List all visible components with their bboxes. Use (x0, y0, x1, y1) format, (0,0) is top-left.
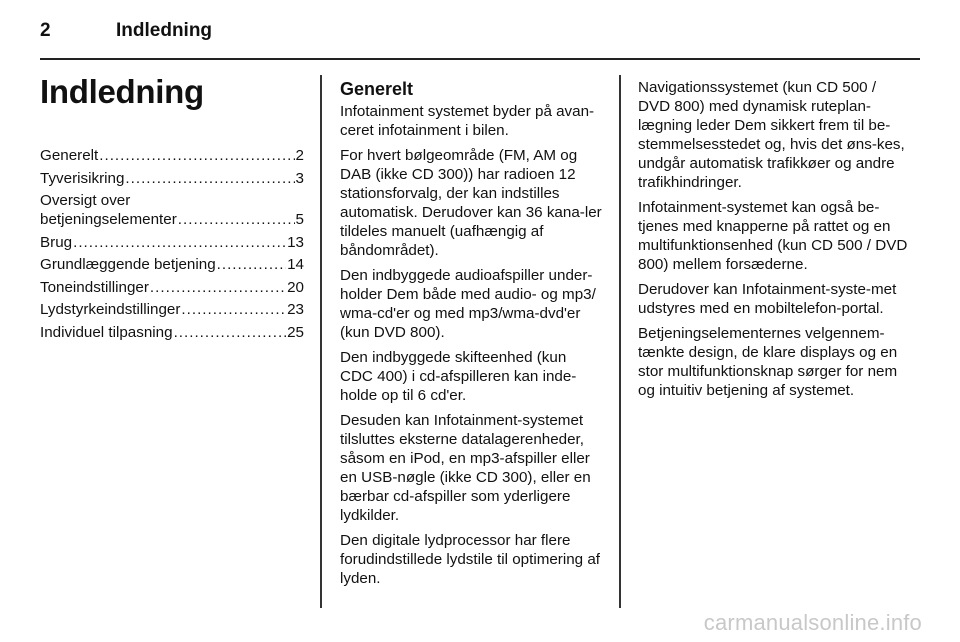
header-rule (40, 58, 920, 60)
toc-entry-tyverisikring[interactable] (40, 169, 304, 188)
toc-page: 25 (287, 323, 304, 341)
body-column-3 (638, 78, 908, 406)
paragraph: Navigationssystemet (kun CD 500 / DVD 800) med dynamisk ruteplan-lægning leder Dem sikkert frem til be-stemmelsesstedet og, hvis det øns-kes, undgår automatisk trafikkøer og andre trafikhindringer. (638, 79, 905, 191)
toc-label: Generelt (40, 147, 99, 164)
toc-page: 3 (295, 169, 304, 187)
body-column-2 (340, 78, 602, 594)
toc-label: Brug (40, 233, 73, 251)
toc-leader (174, 323, 287, 342)
toc-entry-brug[interactable] (40, 233, 304, 252)
toc-label: Grundlæggende betjening (40, 256, 216, 273)
paragraph: For hvert bølgeområde (FM, AM og DAB (ikke CD 300)) har radioen 12 stationsforvalg, der kan indstilles automatisk. Derudover kan 36 kana-ler tildeles manuelt (uafhængig af båndområdet). (340, 147, 602, 259)
toc-leader (99, 146, 294, 165)
toc-label: Toneindstillinger (40, 278, 149, 296)
column-divider-2 (619, 75, 621, 608)
page-number: 2 (40, 20, 51, 41)
toc-entry-oversigt[interactable] (40, 191, 304, 229)
toc-leader (217, 255, 286, 274)
toc-page: 20 (287, 278, 304, 296)
running-title: Indledning (116, 20, 213, 41)
paragraph: Derudover kan Infotainment-syste-met udstyres med en mobiltelefon-portal. (638, 281, 897, 317)
toc-page: 2 (295, 147, 304, 164)
chapter-title: Indledning (40, 73, 204, 110)
column-divider-1 (320, 75, 322, 608)
toc-leader (181, 300, 286, 319)
toc-page: 5 (295, 211, 304, 228)
paragraph: Den digitale lydprocessor har flere forudindstillede lydstile til optimering af lyden. (340, 532, 601, 587)
watermark: carmanualsonline.info (703, 610, 922, 635)
toc-entry-grundlaeggende-betjening[interactable] (40, 255, 304, 274)
toc-label: betjeningselementer (40, 211, 177, 228)
toc-label: Lydstyrkeindstillinger (40, 301, 181, 318)
toc-label: Tyverisikring (40, 169, 125, 187)
paragraph: Infotainment-systemet kan også be-tjenes med knapperne på rattet og en multifunktionsenhed (kun CD 500 / DVD 800) mellem forsæderne. (638, 199, 908, 273)
paragraph: Den indbyggede skifteenhed (kun CDC 400) i cd-afspilleren kan inde-holde op til 6 cd'er. (340, 349, 577, 404)
page-header (40, 20, 920, 50)
section-heading: Generelt (340, 79, 414, 99)
toc-page: 13 (287, 233, 304, 251)
paragraph: Betjeningselementernes velgennem-tænkte design, de klare displays og en stor multifunktionsknap sørger for nem og intuitiv betjening af systemet. (638, 325, 898, 399)
toc-entry-individuel-tilpasning[interactable] (40, 323, 304, 342)
toc-column (40, 72, 304, 345)
paragraph: Den indbyggede audioafspiller under-holder Dem både med audio- og mp3/ wma-cd'er og med mp3/wma-dvd'er (kun DVD 800). (340, 267, 596, 341)
toc-leader (73, 233, 286, 252)
toc-entry-generelt[interactable] (40, 146, 304, 165)
paragraph: Infotainment systemet byder på avan-ceret infotainment i bilen. (340, 103, 595, 139)
toc-entry-toneindstillinger[interactable] (40, 278, 304, 297)
toc-page: 23 (287, 301, 304, 318)
paragraph: Desuden kan Infotainment-systemet tilsluttes eksterne datalagerenheder, såsom en iPod, en mp3-afspiller eller en USB-nøgle (ikke CD 300), eller en bærbar cd-afspiller som yderligere lydkilder. (340, 412, 591, 524)
toc-label: Individuel tilpasning (40, 323, 173, 341)
toc-leader (178, 210, 295, 229)
toc-page: 14 (287, 256, 304, 273)
toc-leader (150, 278, 286, 297)
toc-leader (125, 169, 294, 188)
toc-entry-lydstyrkeindstillinger[interactable] (40, 300, 304, 319)
toc-label-line1: Oversigt over (40, 192, 131, 209)
